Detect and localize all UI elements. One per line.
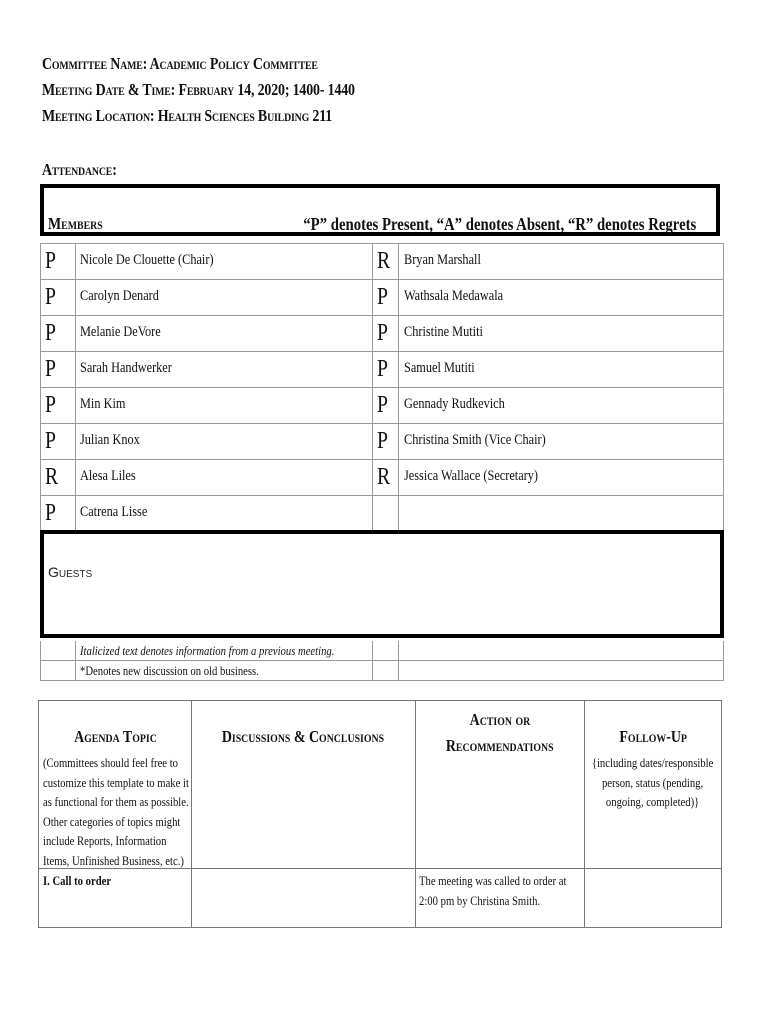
- attendance-row: [40, 496, 724, 532]
- attendance-row: [40, 460, 724, 496]
- member-name: Jessica Wallace (Secretary): [404, 468, 539, 484]
- attendance-status: P: [45, 500, 56, 526]
- attendance-row: [40, 316, 724, 352]
- agenda-row-topic: I. Call to order: [43, 873, 112, 888]
- committee-name-line: [42, 54, 378, 74]
- member-name: Samuel Mutiti: [404, 360, 475, 376]
- member-name: Melanie DeVore: [80, 324, 161, 340]
- notes-rows: [40, 641, 724, 681]
- committee-name-value: Academic Policy Committee: [149, 54, 318, 73]
- attendance-status: P: [45, 428, 56, 454]
- meeting-location-label: Meeting Location:: [42, 106, 155, 125]
- discussions-header: Discussions & Conclusions: [221, 727, 385, 746]
- members-header: [40, 184, 720, 236]
- meeting-location-line: [42, 106, 396, 126]
- committee-name-label: Committee Name:: [42, 54, 148, 73]
- member-name: Catrena Lisse: [80, 504, 148, 520]
- note-row: [40, 661, 724, 681]
- attendance-status: P: [45, 356, 56, 382]
- attendance-status: P: [45, 284, 56, 310]
- attendance-status: R: [377, 464, 391, 490]
- note-row: [40, 641, 724, 661]
- guests-box: [40, 530, 724, 638]
- followup-header: Follow-Up: [619, 727, 688, 746]
- attendance-row: [40, 244, 724, 280]
- action-header: Action or Recommendations: [445, 710, 554, 755]
- agenda-topic-subtext: (Committees should feel free to customize this template to make it as functional for them as possible. Other categories of topics might include Reports, Information Items, Unfinished Business, etc.): [43, 755, 189, 868]
- member-name: Nicole De Clouette (Chair): [80, 252, 214, 268]
- meeting-date-line: [42, 80, 424, 100]
- agenda-row-action: The meeting was called to order at 2:00 pm by Christina Smith.: [419, 873, 567, 908]
- attendance-status: P: [377, 320, 388, 346]
- attendance-row: [40, 352, 724, 388]
- member-name: Christina Smith (Vice Chair): [404, 432, 546, 448]
- member-name: Min Kim: [80, 396, 126, 412]
- attendance-grid: [40, 243, 724, 532]
- followup-subtext: {including dates/responsible person, status (pending, ongoing, completed)}: [591, 755, 714, 809]
- attendance-status: P: [45, 248, 56, 274]
- meeting-date-value: February 14, 2020; 1400- 1440: [178, 80, 355, 99]
- member-name: Julian Knox: [80, 432, 140, 448]
- agenda-topic-header: Agenda Topic: [73, 727, 157, 746]
- attendance-heading: Attendance:: [42, 160, 117, 179]
- attendance-legend: “P” denotes Present, “A” denotes Absent, “R” denotes Regrets: [302, 214, 696, 234]
- star-note: *Denotes new discussion on old business.: [80, 663, 259, 678]
- italic-note: Italicized text denotes information from a previous meeting.: [80, 643, 335, 658]
- member-name: Alesa Liles: [80, 468, 136, 484]
- member-name: Christine Mutiti: [404, 324, 483, 340]
- attendance-status: R: [45, 464, 59, 490]
- agenda-table: [38, 700, 722, 928]
- meeting-date-label: Meeting Date & Time:: [42, 80, 176, 99]
- member-name: Bryan Marshall: [404, 252, 481, 268]
- attendance-row: [40, 388, 724, 424]
- attendance-status: P: [377, 428, 388, 454]
- member-name: Carolyn Denard: [80, 288, 159, 304]
- attendance-status: P: [377, 284, 388, 310]
- guests-label: Guests: [48, 564, 93, 580]
- member-name: Gennady Rudkevich: [404, 396, 505, 412]
- attendance-status: P: [45, 320, 56, 346]
- member-name: Sarah Handwerker: [80, 360, 172, 376]
- meeting-location-value: Health Sciences Building 211: [157, 106, 333, 125]
- attendance-status: P: [45, 392, 56, 418]
- member-name: Wathsala Medawala: [404, 288, 504, 304]
- attendance-status: P: [377, 392, 388, 418]
- attendance-status: R: [377, 248, 391, 274]
- attendance-status: P: [377, 356, 388, 382]
- members-heading: Members: [48, 214, 103, 233]
- attendance-row: [40, 424, 724, 460]
- attendance-row: [40, 280, 724, 316]
